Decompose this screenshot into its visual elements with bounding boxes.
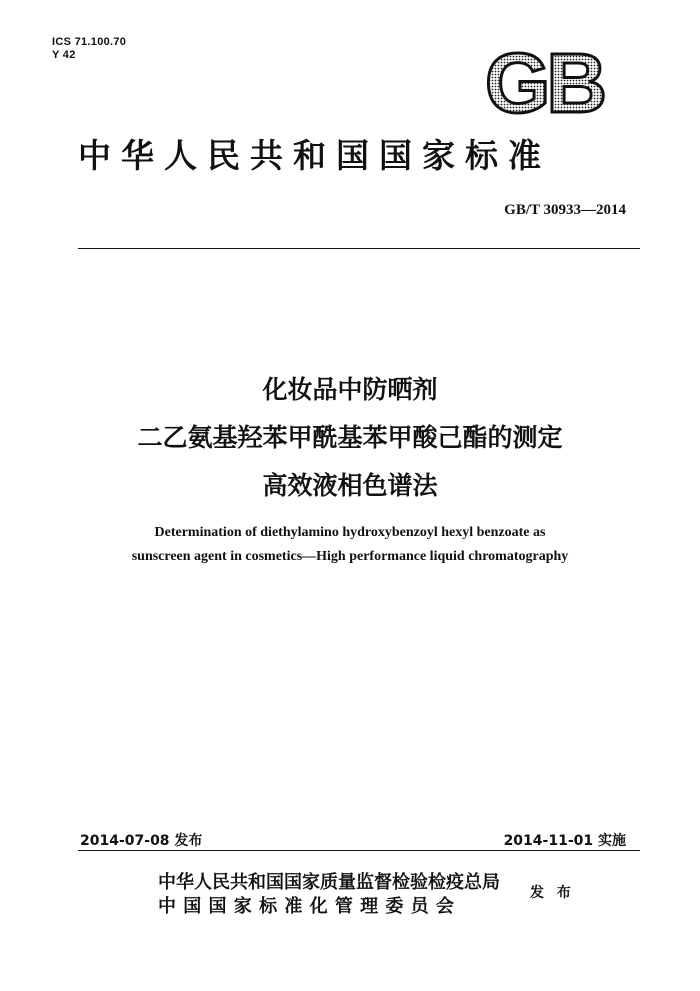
title-zh-line-3: 高效液相色谱法 (262, 471, 438, 500)
footer-divider (78, 850, 640, 851)
ccs-code: Y 42 (52, 49, 76, 61)
title-zh-line-2: 二乙氨基羟苯甲酰基苯甲酸己酯的测定 (137, 423, 563, 452)
title-zh-line-1: 化妆品中防晒剂 (262, 375, 438, 404)
issue-date: 2014-07-08 发布 (80, 833, 203, 849)
title-en-line-1: Determination of diethylamino hydroxybenzoyl hexyl benzoate as (154, 525, 546, 540)
national-standard-title: 中华人民共和国国家标准 (78, 136, 551, 175)
header-divider (78, 248, 640, 249)
ics-code: ICS 71.100.70 (52, 36, 127, 48)
gb-logo (470, 40, 618, 120)
publish-label: 发 布 (530, 885, 575, 901)
gb-logo-text: GB (485, 40, 603, 120)
implementation-date: 2014-11-01 实施 (503, 833, 626, 849)
issuer-aqsiq: 中华人民共和国国家质量监督检验检疫总局 (158, 872, 500, 893)
title-en-line-2: sunscreen agent in cosmetics—High performance liquid chromatography (131, 549, 569, 564)
issuer-sac: 中 国 国 家 标 准 化 管 理 委 员 会 (158, 896, 455, 917)
classification-codes (52, 36, 126, 62)
standard-number: GB/T 30933—2014 (504, 202, 626, 218)
